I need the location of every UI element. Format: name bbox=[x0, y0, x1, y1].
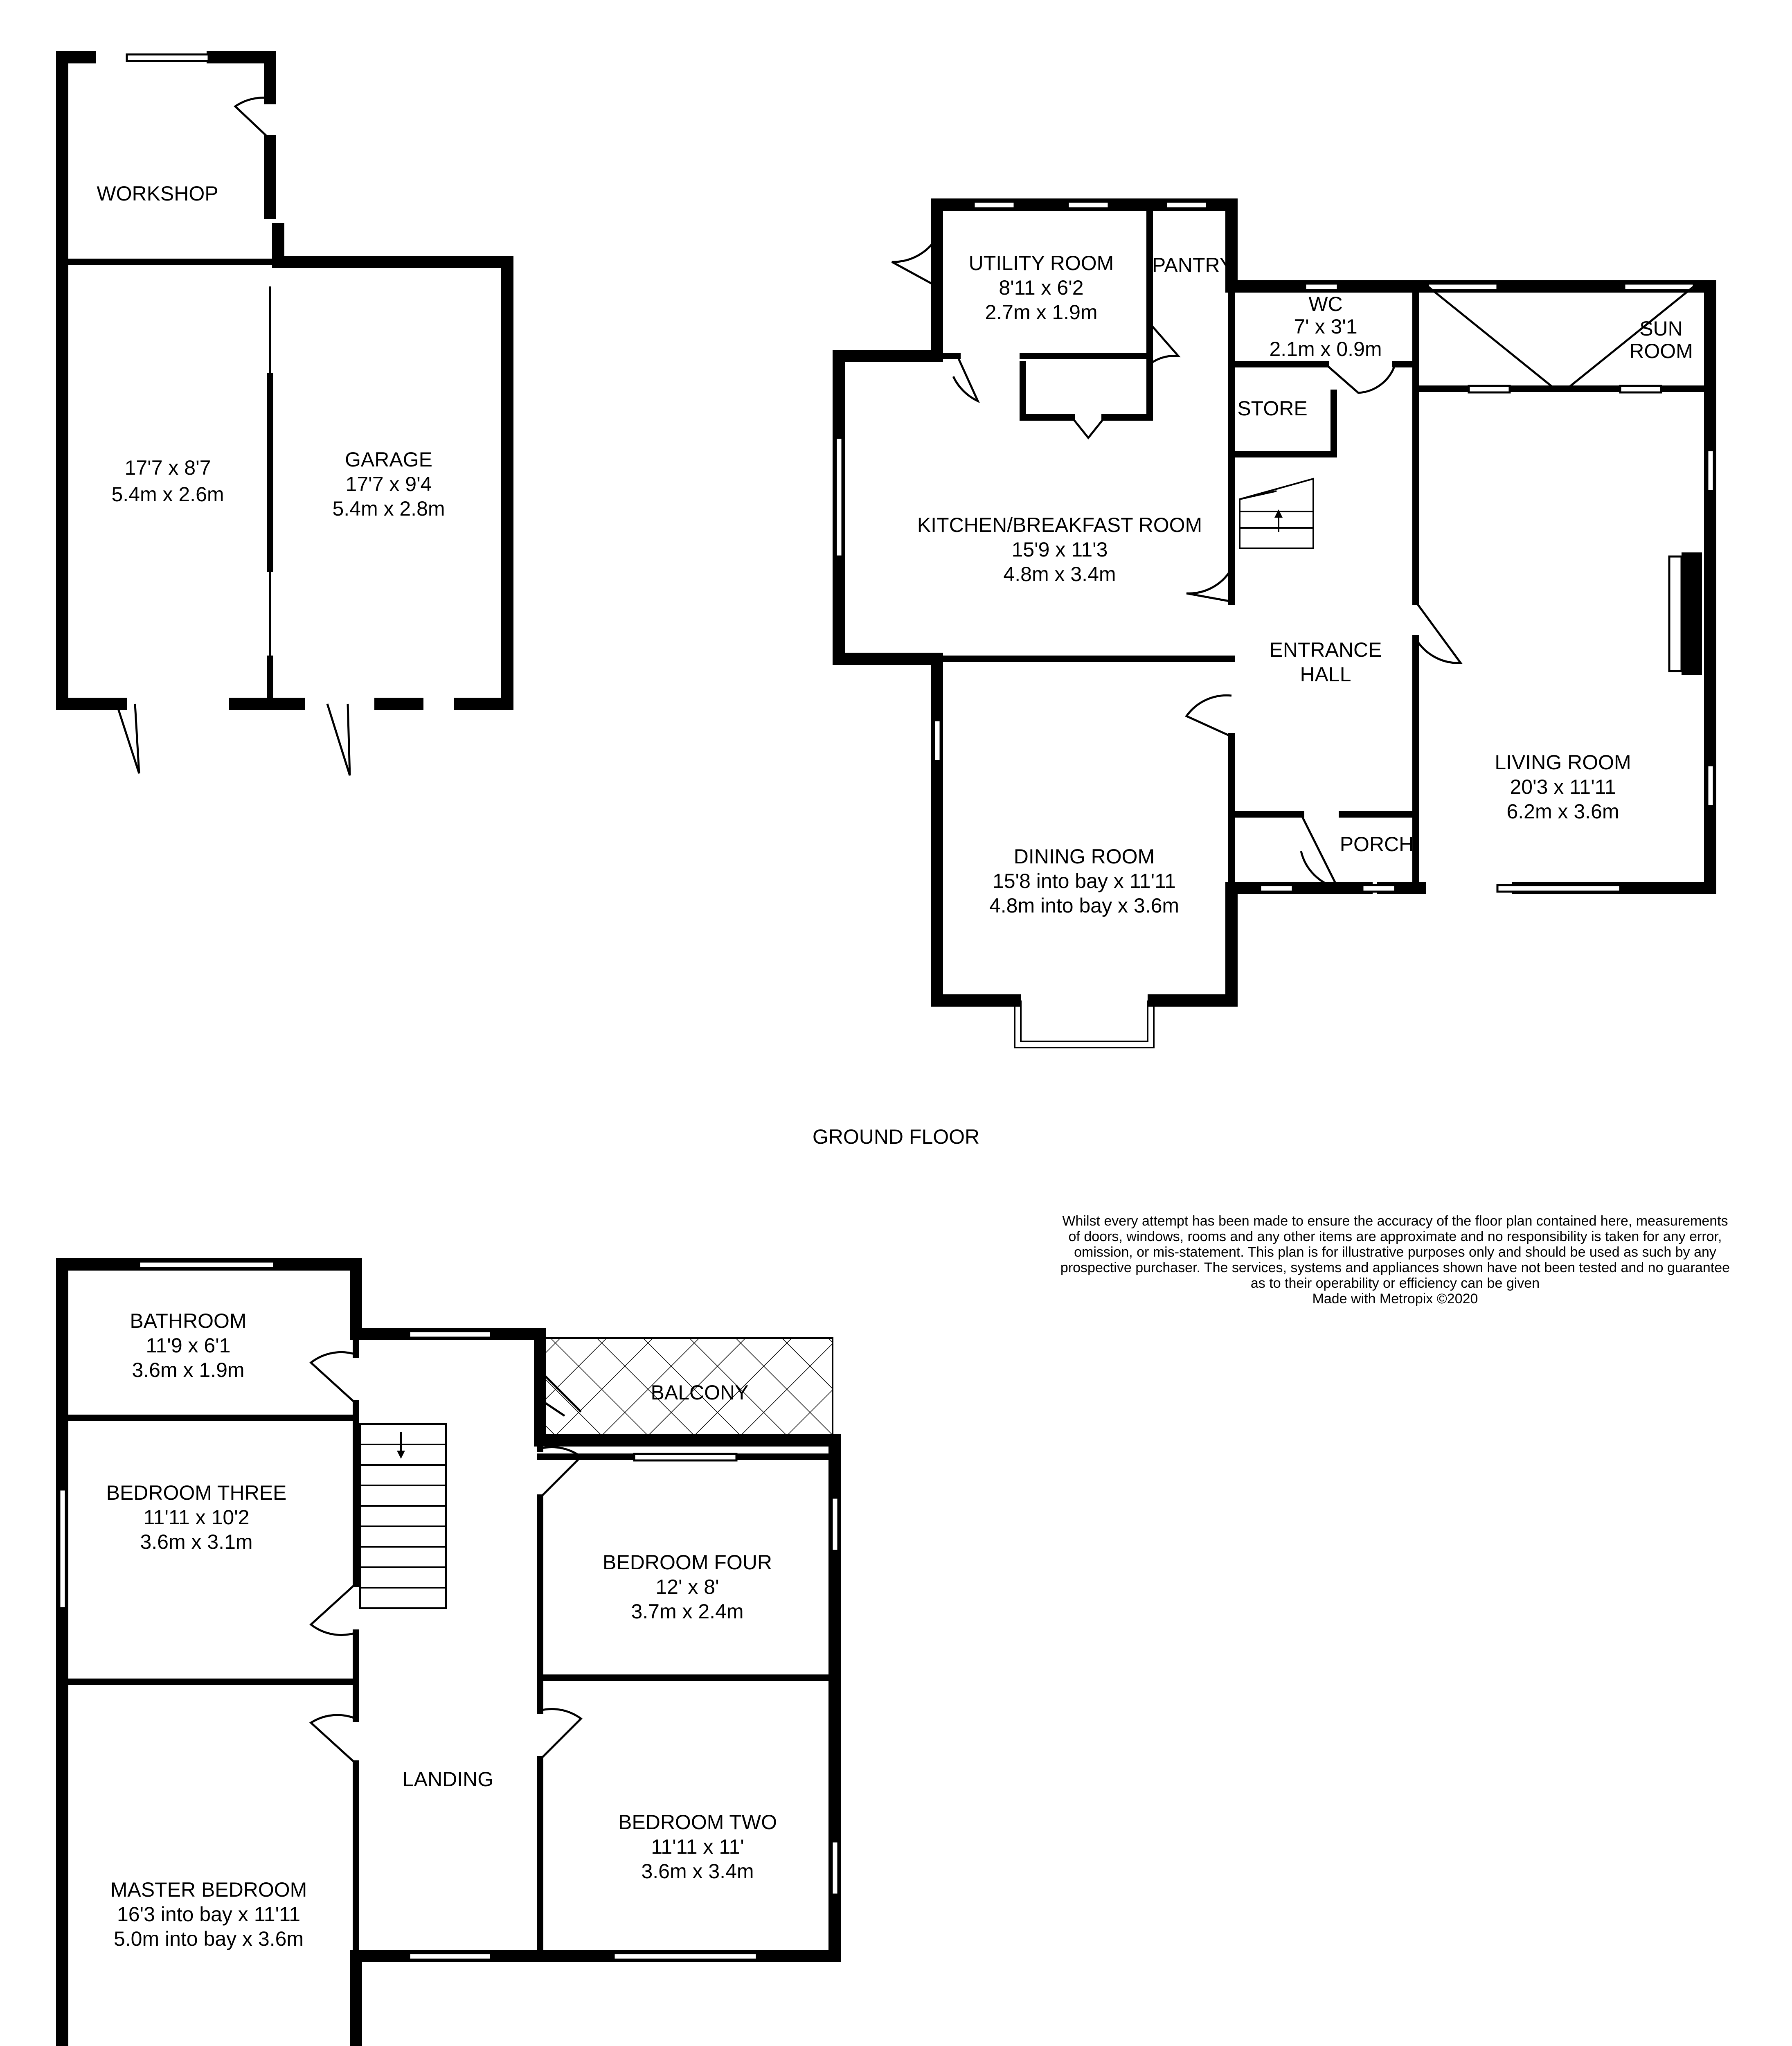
dining-label: DINING ROOM bbox=[1013, 845, 1155, 868]
bedroom-two-dims-imperial: 11'11 x 11' bbox=[651, 1835, 744, 1858]
door bbox=[1186, 569, 1231, 602]
wc-dims-imperial: 7' x 3'1 bbox=[1294, 315, 1358, 338]
wc-door bbox=[1326, 364, 1395, 393]
workshop-label: WORKSHOP bbox=[97, 182, 218, 205]
bedroom-two-door bbox=[540, 1709, 581, 1760]
disclaimer bbox=[1060, 1213, 1730, 1307]
window bbox=[634, 1454, 736, 1460]
wc-dims-metric: 2.1m x 0.9m bbox=[1269, 338, 1382, 361]
master-door bbox=[311, 1715, 356, 1764]
hearth bbox=[1669, 557, 1682, 671]
living-label: LIVING ROOM bbox=[1495, 751, 1631, 774]
pantry-label: PANTRY bbox=[1152, 254, 1234, 277]
kitchen-dims-imperial: 15'9 x 11'3 bbox=[1011, 538, 1108, 561]
bedroom-four-dims-imperial: 12' x 8' bbox=[655, 1575, 719, 1598]
bathroom-dims-imperial: 11'9 x 6'1 bbox=[146, 1334, 231, 1357]
bedroom-three-dims-imperial: 11'11 x 10'2 bbox=[143, 1506, 250, 1529]
window bbox=[1428, 284, 1497, 290]
window bbox=[934, 720, 941, 761]
fireplace bbox=[1682, 552, 1702, 675]
window bbox=[1166, 202, 1207, 208]
utility-door bbox=[892, 237, 937, 286]
window bbox=[59, 1489, 66, 1608]
landing-label: LANDING bbox=[402, 1768, 494, 1791]
room-labels bbox=[97, 182, 1693, 2046]
window bbox=[1707, 450, 1714, 491]
door bbox=[1186, 695, 1231, 737]
master-label: MASTER BEDROOM bbox=[110, 1878, 307, 1901]
master-dims-metric: 5.0m into bay x 3.6m bbox=[113, 1927, 304, 1950]
garage-label: GARAGE bbox=[345, 448, 432, 471]
garage-dims-imperial: 17'7 x 9'4 bbox=[345, 473, 432, 496]
window bbox=[1707, 765, 1714, 806]
bedroom-three-dims-metric: 3.6m x 3.1m bbox=[140, 1530, 253, 1553]
garage-left-dims-metric: 5.4m x 2.6m bbox=[111, 483, 224, 506]
pantry-door bbox=[1150, 323, 1178, 364]
bathroom-label: BATHROOM bbox=[130, 1309, 247, 1332]
store-label: STORE bbox=[1237, 397, 1308, 420]
window bbox=[836, 438, 842, 557]
workshop-window bbox=[127, 54, 209, 61]
disclaimer-line-1: Whilst every attempt has been made to ensure the accuracy of the floor plan contained here, measurements bbox=[1062, 1213, 1728, 1229]
bedroom-four-dims-metric: 3.7m x 2.4m bbox=[631, 1600, 744, 1623]
stairs-first bbox=[360, 1424, 446, 1608]
entrance-hall-label-1: ENTRANCE bbox=[1269, 638, 1382, 661]
utility-dims-imperial: 8'11 x 6'2 bbox=[999, 276, 1084, 299]
master-dims-imperial: 16'3 into bay x 11'11 bbox=[117, 1903, 301, 1926]
disclaimer-line-4: prospective purchaser. The services, systems and appliances shown have not been tested and no guarantee bbox=[1060, 1260, 1730, 1275]
sun-room-label-1: SUN bbox=[1639, 317, 1683, 340]
door bbox=[1072, 417, 1105, 438]
porch-label: PORCH bbox=[1339, 833, 1414, 856]
bathroom-door bbox=[311, 1352, 356, 1404]
garage-left-dims-imperial: 17'7 x 8'7 bbox=[124, 456, 211, 479]
window bbox=[614, 1953, 757, 1960]
balcony-label: BALCONY bbox=[651, 1381, 749, 1404]
sun-room-label-2: ROOM bbox=[1629, 340, 1693, 363]
kitchen-label: KITCHEN/BREAKFAST ROOM bbox=[917, 514, 1202, 536]
window bbox=[139, 1262, 274, 1268]
bedroom-two-label: BEDROOM TWO bbox=[618, 1811, 777, 1834]
bedroom-two-dims-metric: 3.6m x 3.4m bbox=[641, 1860, 754, 1883]
ground-floor-plan bbox=[836, 202, 1714, 1048]
utility-label: UTILITY ROOM bbox=[968, 252, 1114, 275]
window bbox=[832, 1841, 838, 1895]
window bbox=[1620, 386, 1661, 392]
stairs-ground bbox=[1240, 479, 1313, 548]
living-dims-metric: 6.2m x 3.6m bbox=[1506, 800, 1619, 823]
bedroom-three-label: BEDROOM THREE bbox=[106, 1481, 287, 1504]
living-dims-imperial: 20'3 x 11'11 bbox=[1510, 775, 1616, 798]
bedroom-four-label: BEDROOM FOUR bbox=[603, 1551, 772, 1574]
entrance-hall-label-2: HALL bbox=[1300, 663, 1351, 686]
window bbox=[1305, 284, 1338, 290]
disclaimer-line-6: Made with Metropix ©2020 bbox=[1312, 1291, 1478, 1307]
garage-door-right bbox=[327, 704, 350, 775]
window bbox=[1469, 386, 1510, 392]
dining-dims-imperial: 15'8 into bay x 11'11 bbox=[992, 870, 1176, 892]
garage-door-left bbox=[117, 704, 139, 773]
kitchen-dims-metric: 4.8m x 3.4m bbox=[1003, 563, 1116, 586]
window bbox=[1624, 284, 1694, 290]
bathroom-dims-metric: 3.6m x 1.9m bbox=[132, 1359, 245, 1381]
bedroom-three-door bbox=[311, 1584, 356, 1635]
door bbox=[953, 356, 978, 401]
window bbox=[409, 1953, 491, 1960]
ground-floor-title: GROUND FLOOR bbox=[812, 1125, 980, 1148]
window bbox=[1497, 885, 1620, 892]
window bbox=[1068, 202, 1109, 208]
dining-bay-window bbox=[1015, 1000, 1154, 1048]
disclaimer-line-5: as to their operability or efficiency can be given bbox=[1250, 1275, 1540, 1291]
window bbox=[974, 202, 1015, 208]
window bbox=[1260, 885, 1293, 892]
wc-label: WC bbox=[1308, 293, 1343, 315]
living-door bbox=[1416, 602, 1461, 663]
garage-dims-metric: 5.4m x 2.8m bbox=[332, 497, 445, 520]
window bbox=[1362, 885, 1395, 892]
utility-dims-metric: 2.7m x 1.9m bbox=[985, 301, 1098, 324]
garage-block bbox=[62, 54, 507, 775]
disclaimer-line-2: of doors, windows, rooms and any other items are approximate and no responsibility is taken for any error, bbox=[1068, 1229, 1722, 1244]
window bbox=[832, 1498, 838, 1551]
dining-dims-metric: 4.8m into bay x 3.6m bbox=[989, 894, 1180, 917]
window bbox=[409, 1331, 491, 1338]
disclaimer-line-3: omission, or mis-statement. This plan is for illustrative purposes only and should be used as such by any bbox=[1074, 1244, 1716, 1260]
porch-door bbox=[1301, 814, 1338, 888]
